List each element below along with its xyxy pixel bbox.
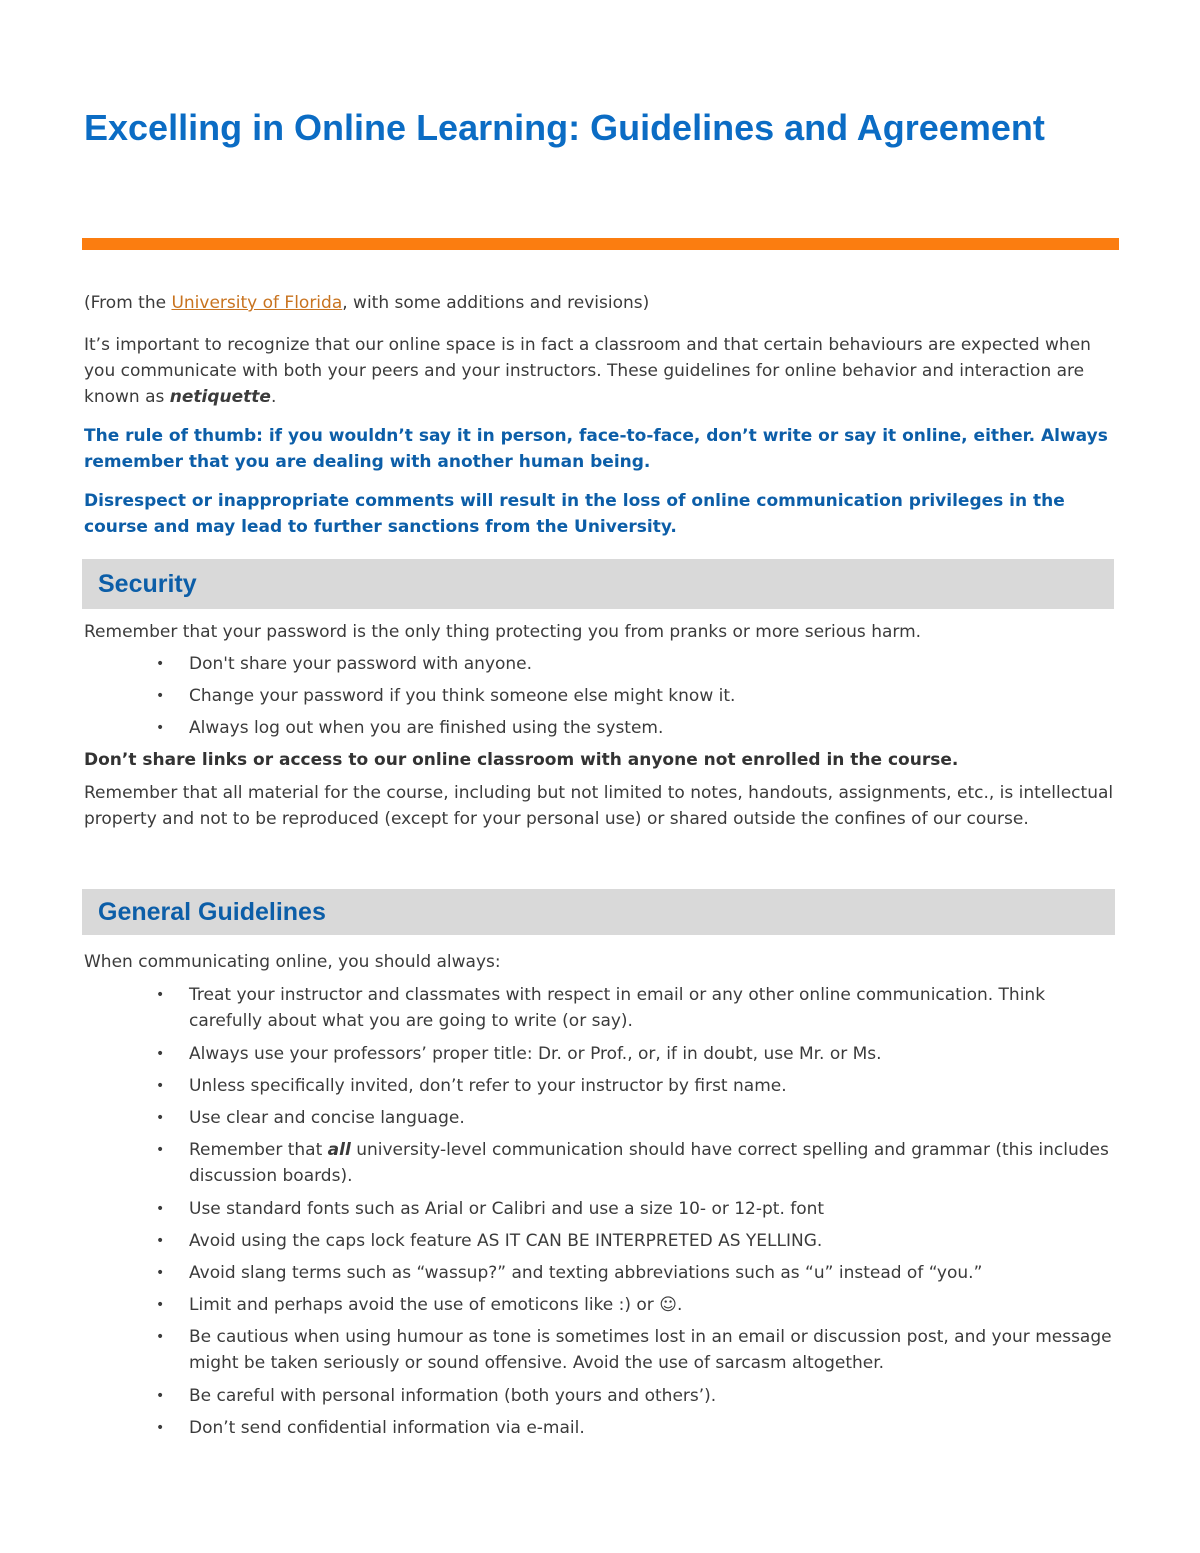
bullet-text: Don't share your password with anyone. <box>189 654 533 674</box>
intro-text: It’s important to recognize that our online space is in fact a classroom and that certain behaviours are expected when you communicate with both your peers and your instructors. These guidelines for online behavior and interaction are known as <box>84 335 1091 407</box>
list-item <box>84 1260 1119 1286</box>
security-heading: Security <box>98 570 197 598</box>
source-line <box>84 290 1119 316</box>
share-links-note: Don’t share links or access to our online classroom with anyone not enrolled in the course. <box>84 750 959 770</box>
page-title: Excelling in Online Learning: Guidelines and Agreement <box>84 107 1045 148</box>
bullet-text: Unless specifically invited, don’t refer to your instructor by first name. <box>189 1076 787 1096</box>
title-divider <box>82 238 1119 250</box>
bullet-icon: • <box>156 1265 165 1281</box>
list-item <box>84 683 1119 709</box>
bullet-text: university-level communication should have correct spelling and grammar (this includes discussion boards). <box>189 1140 1109 1186</box>
bullet-icon: • <box>156 656 165 672</box>
list-item <box>84 1228 1119 1254</box>
bullet-text: Use standard fonts such as Arial or Calibri and use a size 10- or 12-pt. font <box>189 1199 825 1219</box>
bullet-text: Use clear and concise language. <box>189 1108 465 1128</box>
bullet-text: Always use your professors’ proper title: Dr. or Prof., or, if in doubt, use Mr. or Ms. <box>189 1044 882 1064</box>
list-item <box>84 1383 1119 1409</box>
intro-period: . <box>270 387 277 407</box>
rule-of-thumb: The rule of thumb: if you wouldn’t say it in person, face-to-face, don’t write or say it online, either. Always remember that you are dealing with another human being. <box>84 426 1108 472</box>
security-section-header <box>82 559 1114 609</box>
bullet-icon: • <box>156 688 165 704</box>
bullet-text: Be careful with personal information (both yours and others’). <box>189 1386 717 1406</box>
bullet-icon: • <box>156 1142 165 1158</box>
bullet-icon: • <box>156 1078 165 1094</box>
bullet-icon: • <box>156 1233 165 1249</box>
netiquette-term: netiquette <box>169 387 271 407</box>
bullet-text: Limit and perhaps avoid the use of emoticons like :) or <box>189 1295 660 1315</box>
university-link[interactable]: University of Florida <box>171 293 343 313</box>
list-item <box>84 1041 1119 1067</box>
general-section-header <box>82 889 1115 935</box>
general-lead: When communicating online, you should always: <box>84 952 501 972</box>
list-item <box>84 1137 1119 1189</box>
source-prefix: (From the <box>84 293 172 313</box>
bullet-text: Remember that <box>189 1140 328 1160</box>
bullet-icon: • <box>156 1329 165 1345</box>
bullet-text: Avoid using the caps lock feature AS IT CAN BE INTERPRETED AS YELLING. <box>189 1231 823 1251</box>
bullet-text: Avoid slang terms such as “wassup?” and texting abbreviations such as “u” instead of “you.” <box>189 1263 983 1283</box>
bullet-icon: • <box>156 987 165 1003</box>
smiley-icon: ☺ <box>659 1295 677 1315</box>
bullet-text: Change your password if you think someone else might know it. <box>189 686 736 706</box>
bullet-text: Always log out when you are finished using the system. <box>189 718 664 738</box>
list-item <box>84 1415 1119 1441</box>
list-item <box>84 1105 1119 1131</box>
source-suffix: , with some additions and revisions) <box>342 293 650 313</box>
list-item <box>84 651 1119 677</box>
bullet-text: Be cautious when using humour as tone is sometimes lost in an email or discussion post, and your message might be taken seriously or sound offensive. Avoid the use of sarcasm altogether. <box>189 1327 1112 1373</box>
bullet-icon: • <box>156 1420 165 1436</box>
bullet-text: . <box>676 1295 683 1315</box>
bullet-icon: • <box>156 1388 165 1404</box>
security-lead: Remember that your password is the only thing protecting you from pranks or more serious harm. <box>84 622 922 642</box>
bullet-icon: • <box>156 720 165 736</box>
intro-paragraph <box>84 332 1119 410</box>
list-item <box>84 715 1119 741</box>
bullet-text: Treat your instructor and classmates with respect in email or any other online communication. Think carefully about what you are going to write (or say). <box>189 985 1046 1031</box>
list-item <box>84 1196 1119 1222</box>
bullet-icon: • <box>156 1046 165 1062</box>
general-bullet-list <box>84 982 1119 1441</box>
list-item <box>84 982 1119 1034</box>
bullet-text: Don’t send confidential information via e-mail. <box>189 1418 585 1438</box>
emphasis-all: all <box>327 1140 351 1160</box>
bullet-icon: • <box>156 1201 165 1217</box>
disrespect-warning: Disrespect or inappropriate comments will result in the loss of online communication privileges in the course and may lead to further sanctions from the University. <box>84 491 1065 537</box>
list-item <box>84 1324 1119 1376</box>
bullet-icon: • <box>156 1110 165 1126</box>
security-bullet-list <box>84 651 1119 741</box>
intellectual-property-note: Remember that all material for the course, including but not limited to notes, handouts, assignments, etc., is intellectual property and not to be reproduced (except for your personal use) or shared outside the confines of our course. <box>84 783 1114 829</box>
list-item <box>84 1292 1119 1318</box>
general-heading: General Guidelines <box>98 898 326 926</box>
bullet-icon: • <box>156 1297 165 1313</box>
list-item <box>84 1073 1119 1099</box>
